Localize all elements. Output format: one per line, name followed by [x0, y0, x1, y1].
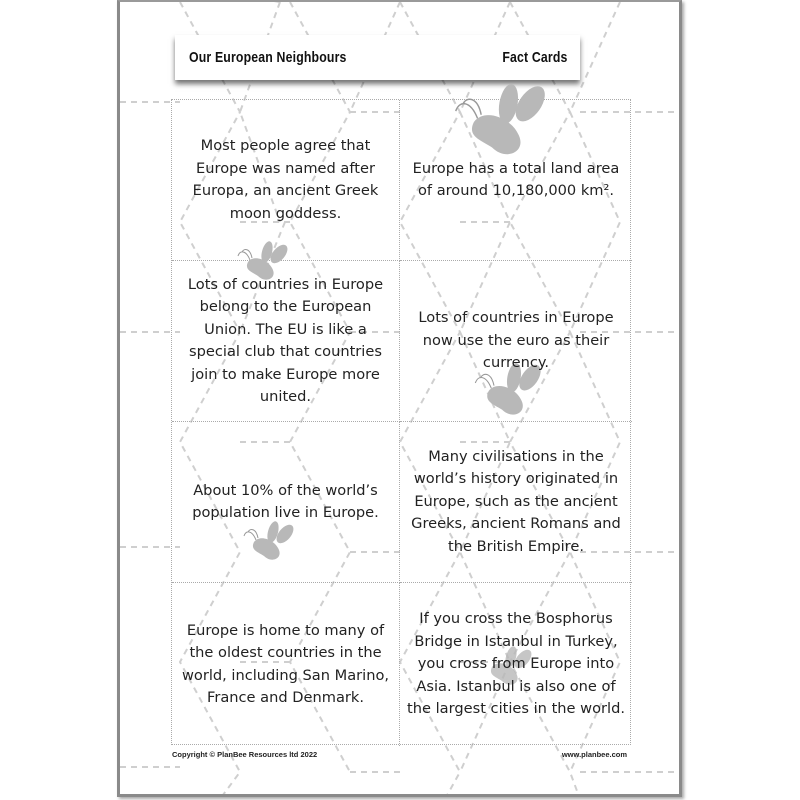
- fact-card: [172, 261, 400, 422]
- fact-card: [172, 100, 400, 261]
- website-link[interactable]: www.planbee.com: [561, 750, 627, 759]
- fact-card-text: Lots of countries in Europe now use the euro as their currency.: [418, 309, 614, 372]
- bee-icon: [448, 82, 558, 162]
- fact-cards-grid: [171, 99, 631, 745]
- fact-card-text: Europe has a total land area of around 10,180,000 km².: [412, 159, 620, 199]
- fact-card-text: Europe is home to many of the oldest countries in the world, including San Marino, France and Denmark.: [181, 621, 390, 706]
- fact-card: [172, 583, 400, 746]
- fact-card: [400, 261, 632, 422]
- page-header: [175, 35, 580, 80]
- copyright-text: Copyright © PlanBee Resources ltd 2022: [172, 750, 318, 759]
- worksheet-page: [117, 0, 682, 797]
- fact-card-text: Most people agree that Europe was named after Europa, an ancient Greek moon goddess.: [192, 137, 379, 222]
- fact-card: [400, 583, 632, 746]
- fact-card-text: Lots of countries in Europe belong to the European Union. The EU is like a special club that countries join to make Europe more united.: [187, 275, 384, 405]
- fact-card-text: About 10% of the world’s population live in Europe.: [192, 481, 379, 521]
- bee-icon: [240, 520, 300, 564]
- fact-card-text: If you cross the Bosphorus Bridge in Istanbul in Turkey, you cross from Europe into Asia. Istanbul is also one of the largest cities in the world.: [407, 610, 625, 718]
- fact-card-text: Many civilisations in the world’s history originated in Europe, such as the ancient Greeks, ancient Romans and the British Empire.: [411, 447, 621, 555]
- fact-card: [172, 422, 400, 583]
- fact-card: [400, 100, 632, 261]
- page-title: Our European Neighbours: [189, 49, 347, 66]
- fact-card: [400, 422, 632, 583]
- page-subtitle: Fact Cards: [502, 49, 568, 66]
- page-footer: [172, 750, 627, 759]
